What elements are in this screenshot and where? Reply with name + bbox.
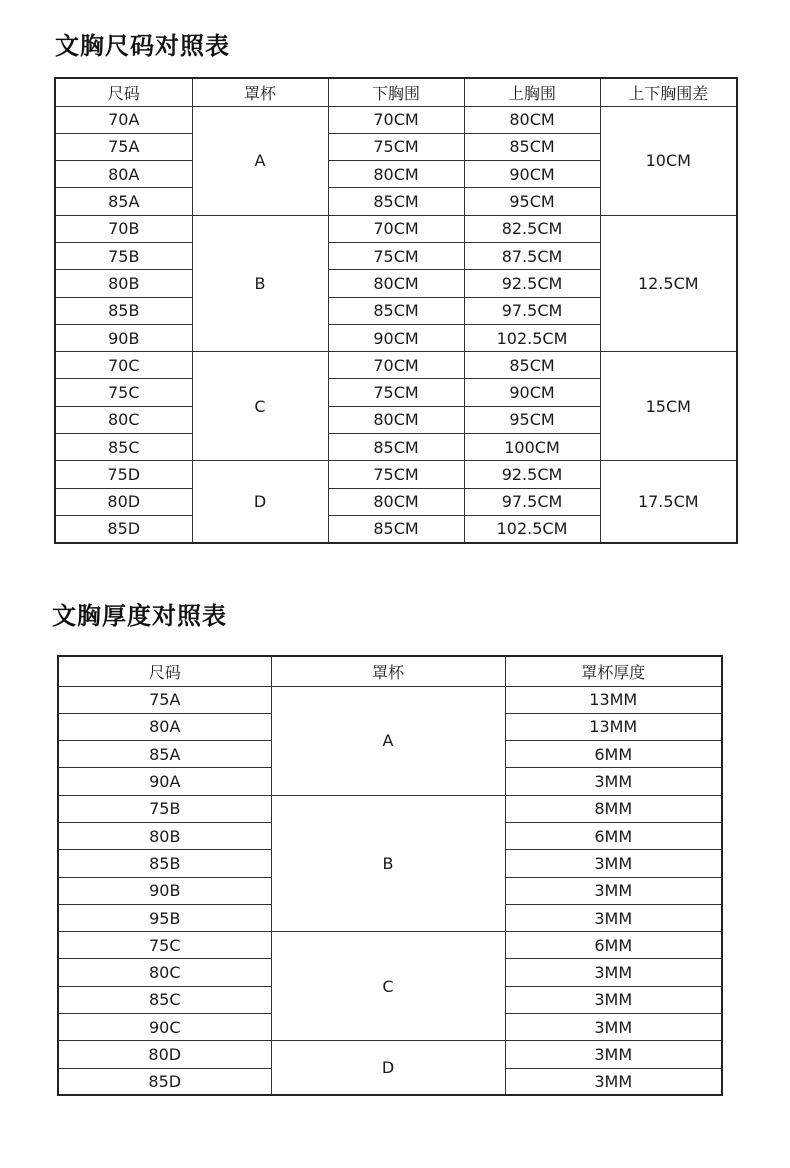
table-row: [55, 352, 737, 379]
thickness-cell: 6MM: [505, 932, 722, 959]
size-chart-title: 文胸尺码对照表: [55, 32, 230, 60]
overbust-cell: 90CM: [464, 161, 600, 188]
bust-difference-cell: 15CM: [600, 352, 737, 461]
size-cell: 95B: [58, 904, 271, 931]
thickness-cell: 3MM: [505, 986, 722, 1013]
size-cell: 90B: [55, 324, 192, 351]
overbust-cell: 80CM: [464, 106, 600, 133]
table-row: [58, 686, 722, 713]
cup-cell: D: [192, 461, 328, 543]
thickness-cell: 3MM: [505, 959, 722, 986]
size-cell: 85C: [55, 434, 192, 461]
thickness-cell: 3MM: [505, 1041, 722, 1068]
underbust-cell: 75CM: [328, 242, 464, 269]
header-size: 尺码: [55, 78, 192, 106]
thickness-cell: 3MM: [505, 904, 722, 931]
overbust-cell: 102.5CM: [464, 515, 600, 542]
underbust-cell: 80CM: [328, 488, 464, 515]
size-cell: 70C: [55, 352, 192, 379]
overbust-cell: 97.5CM: [464, 297, 600, 324]
overbust-cell: 82.5CM: [464, 215, 600, 242]
table-row: [58, 795, 722, 822]
underbust-cell: 75CM: [328, 461, 464, 488]
underbust-cell: 80CM: [328, 161, 464, 188]
thickness-cell: 13MM: [505, 713, 722, 740]
thickness-cell: 6MM: [505, 822, 722, 849]
table-row: [55, 106, 737, 133]
overbust-cell: 85CM: [464, 133, 600, 160]
size-chart-table: [54, 77, 738, 544]
overbust-cell: 85CM: [464, 352, 600, 379]
overbust-cell: 87.5CM: [464, 242, 600, 269]
cup-cell: A: [192, 106, 328, 215]
table-row: [55, 461, 737, 488]
thickness-chart-table: [57, 655, 723, 1096]
underbust-cell: 90CM: [328, 324, 464, 351]
header-overbust: 上胸围: [464, 78, 600, 106]
table-row: [58, 932, 722, 959]
header-cup: 罩杯: [271, 656, 505, 686]
bust-difference-cell: 10CM: [600, 106, 737, 215]
header-underbust: 下胸围: [328, 78, 464, 106]
size-cell: 85D: [55, 515, 192, 542]
overbust-cell: 92.5CM: [464, 461, 600, 488]
bust-difference-cell: 12.5CM: [600, 215, 737, 351]
header-bust-difference: 上下胸围差: [600, 78, 737, 106]
header-cup-thickness: 罩杯厚度: [505, 656, 722, 686]
underbust-cell: 85CM: [328, 188, 464, 215]
thickness-cell: 3MM: [505, 850, 722, 877]
thickness-cell: 3MM: [505, 877, 722, 904]
size-cell: 80B: [58, 822, 271, 849]
size-cell: 90B: [58, 877, 271, 904]
size-cell: 85D: [58, 1068, 271, 1095]
size-cell: 75C: [55, 379, 192, 406]
cup-cell: C: [192, 352, 328, 461]
size-cell: 75C: [58, 932, 271, 959]
cup-cell: B: [271, 795, 505, 931]
underbust-cell: 80CM: [328, 406, 464, 433]
cup-cell: A: [271, 686, 505, 795]
thickness-chart-body: [58, 686, 722, 1095]
size-cell: 90A: [58, 768, 271, 795]
size-cell: 80B: [55, 270, 192, 297]
underbust-cell: 75CM: [328, 379, 464, 406]
underbust-cell: 85CM: [328, 297, 464, 324]
table-row: [58, 1041, 722, 1068]
thickness-cell: 8MM: [505, 795, 722, 822]
size-cell: 80D: [55, 488, 192, 515]
thickness-cell: 6MM: [505, 741, 722, 768]
underbust-cell: 70CM: [328, 215, 464, 242]
size-cell: 85B: [55, 297, 192, 324]
size-chart-body: [55, 106, 737, 543]
thickness-cell: 3MM: [505, 1014, 722, 1041]
cup-cell: C: [271, 932, 505, 1041]
header-size: 尺码: [58, 656, 271, 686]
underbust-cell: 70CM: [328, 352, 464, 379]
size-cell: 80A: [55, 161, 192, 188]
thickness-cell: 3MM: [505, 1068, 722, 1095]
size-cell: 75B: [55, 242, 192, 269]
underbust-cell: 85CM: [328, 515, 464, 542]
size-chart-header-row: [55, 78, 737, 106]
overbust-cell: 102.5CM: [464, 324, 600, 351]
underbust-cell: 85CM: [328, 434, 464, 461]
cup-cell: B: [192, 215, 328, 351]
size-cell: 90C: [58, 1014, 271, 1041]
header-cup: 罩杯: [192, 78, 328, 106]
thickness-cell: 13MM: [505, 686, 722, 713]
overbust-cell: 92.5CM: [464, 270, 600, 297]
overbust-cell: 100CM: [464, 434, 600, 461]
size-cell: 85A: [58, 741, 271, 768]
size-cell: 75B: [58, 795, 271, 822]
size-cell: 80C: [58, 959, 271, 986]
size-cell: 80A: [58, 713, 271, 740]
overbust-cell: 97.5CM: [464, 488, 600, 515]
size-cell: 85C: [58, 986, 271, 1013]
thickness-chart-header-row: [58, 656, 722, 686]
size-cell: 80D: [58, 1041, 271, 1068]
table-row: [55, 215, 737, 242]
overbust-cell: 90CM: [464, 379, 600, 406]
underbust-cell: 75CM: [328, 133, 464, 160]
size-cell: 75A: [55, 133, 192, 160]
thickness-chart-title: 文胸厚度对照表: [52, 602, 227, 630]
overbust-cell: 95CM: [464, 188, 600, 215]
cup-cell: D: [271, 1041, 505, 1096]
underbust-cell: 70CM: [328, 106, 464, 133]
size-cell: 75D: [55, 461, 192, 488]
thickness-cell: 3MM: [505, 768, 722, 795]
size-cell: 70B: [55, 215, 192, 242]
size-cell: 85A: [55, 188, 192, 215]
overbust-cell: 95CM: [464, 406, 600, 433]
bust-difference-cell: 17.5CM: [600, 461, 737, 543]
size-cell: 75A: [58, 686, 271, 713]
underbust-cell: 80CM: [328, 270, 464, 297]
size-cell: 80C: [55, 406, 192, 433]
size-cell: 85B: [58, 850, 271, 877]
size-cell: 70A: [55, 106, 192, 133]
